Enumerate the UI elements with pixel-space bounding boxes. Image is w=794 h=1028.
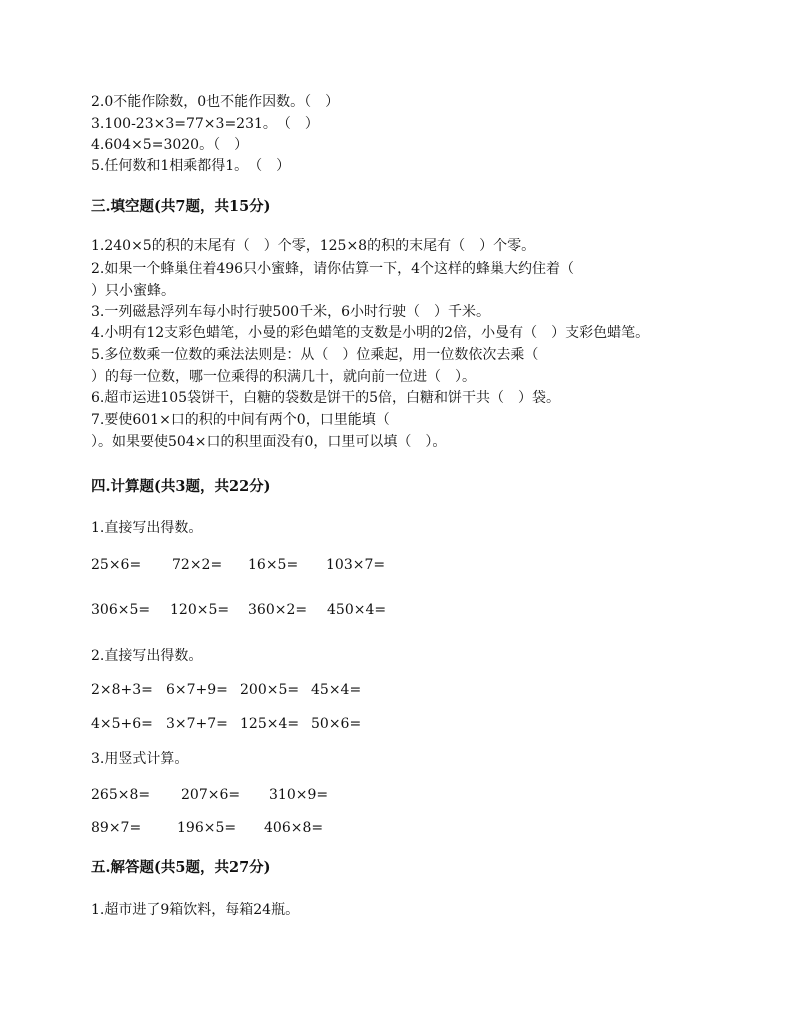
expression: 450×4= xyxy=(327,602,387,618)
expression: 6×7+9= xyxy=(166,682,228,698)
expression: 360×2= xyxy=(248,602,308,618)
expression: 3×7+7= xyxy=(166,716,228,732)
section4-title: 四.计算题(共3题，共22分) xyxy=(91,478,271,495)
section5-title: 五.解答题(共5题，共27分) xyxy=(91,859,271,876)
fill-q5-line2: ）的每一位数，哪一位乘得的积满几十，就向前一位进（ ）。 xyxy=(91,369,476,385)
expression: 306×5= xyxy=(91,602,151,618)
expression: 45×4= xyxy=(311,682,362,698)
expression: 265×8= xyxy=(91,787,151,803)
judgment-item-5: 5.任何数和1相乘都得1。 （ ） xyxy=(91,158,291,174)
expression: 25×6= xyxy=(91,557,142,573)
calc-q1-label: 1.直接写出得数。 xyxy=(91,520,203,536)
fill-q7-line1: 7.要使601×口的积的中间有两个0，口里能填（ xyxy=(91,412,390,428)
fill-q3: 3.一列磁悬浮列车每小时行驶500千米，6小时行驶（ ）千米。 xyxy=(91,304,490,320)
fill-q2-line1: 2.如果一个蜂巢住着496只小蜜蜂，请你估算一下，4个这样的蜂巢大约住着（ xyxy=(91,261,574,277)
fill-q7-line2: ）。如果要使504×口的积里面没有0，口里可以填（ ）。 xyxy=(91,434,447,450)
expression: 207×6= xyxy=(181,787,241,803)
section3-title: 三.填空题(共7题，共15分) xyxy=(91,198,271,215)
expression: 120×5= xyxy=(170,602,230,618)
expression: 200×5= xyxy=(240,682,300,698)
fill-q1: 1.240×5的积的末尾有（ ）个零，125×8的积的末尾有（ ）个零。 xyxy=(91,238,536,254)
expression: 103×7= xyxy=(326,557,386,573)
expression: 16×5= xyxy=(248,557,299,573)
answer-q1: 1.超市进了9箱饮料，每箱24瓶。 xyxy=(91,902,300,918)
expression: 89×7= xyxy=(91,820,142,836)
expression: 196×5= xyxy=(177,820,237,836)
fill-q6: 6.超市运进105袋饼干，白糖的袋数是饼干的5倍，白糖和饼干共（ ）袋。 xyxy=(91,390,560,406)
expression: 125×4= xyxy=(240,716,300,732)
fill-q2-line2: ）只小蜜蜂。 xyxy=(91,283,175,299)
expression: 310×9= xyxy=(269,787,329,803)
expression: 72×2= xyxy=(172,557,223,573)
judgment-item-3: 3.100-23×3=77×3=231。 （ ） xyxy=(91,116,319,132)
judgment-item-4: 4.604×5=3020。（ ） xyxy=(91,137,249,153)
judgment-item-2: 2.0不能作除数，0也不能作因数。（ ） xyxy=(91,94,340,110)
fill-q5-line1: 5.多位数乘一位数的乘法法则是：从（ ）位乘起，用一位数依次去乘（ xyxy=(91,347,539,363)
calc-q3-label: 3.用竖式计算。 xyxy=(91,751,189,767)
expression: 406×8= xyxy=(264,820,324,836)
expression: 2×8+3= xyxy=(91,682,153,698)
expression: 50×6= xyxy=(311,716,362,732)
fill-q4: 4.小明有12支彩色蜡笔，小曼的彩色蜡笔的支数是小明的2倍，小曼有（ ）支彩色蜡笔。 xyxy=(91,325,650,341)
expression: 4×5+6= xyxy=(91,716,153,732)
calc-q2-label: 2.直接写出得数。 xyxy=(91,648,203,664)
